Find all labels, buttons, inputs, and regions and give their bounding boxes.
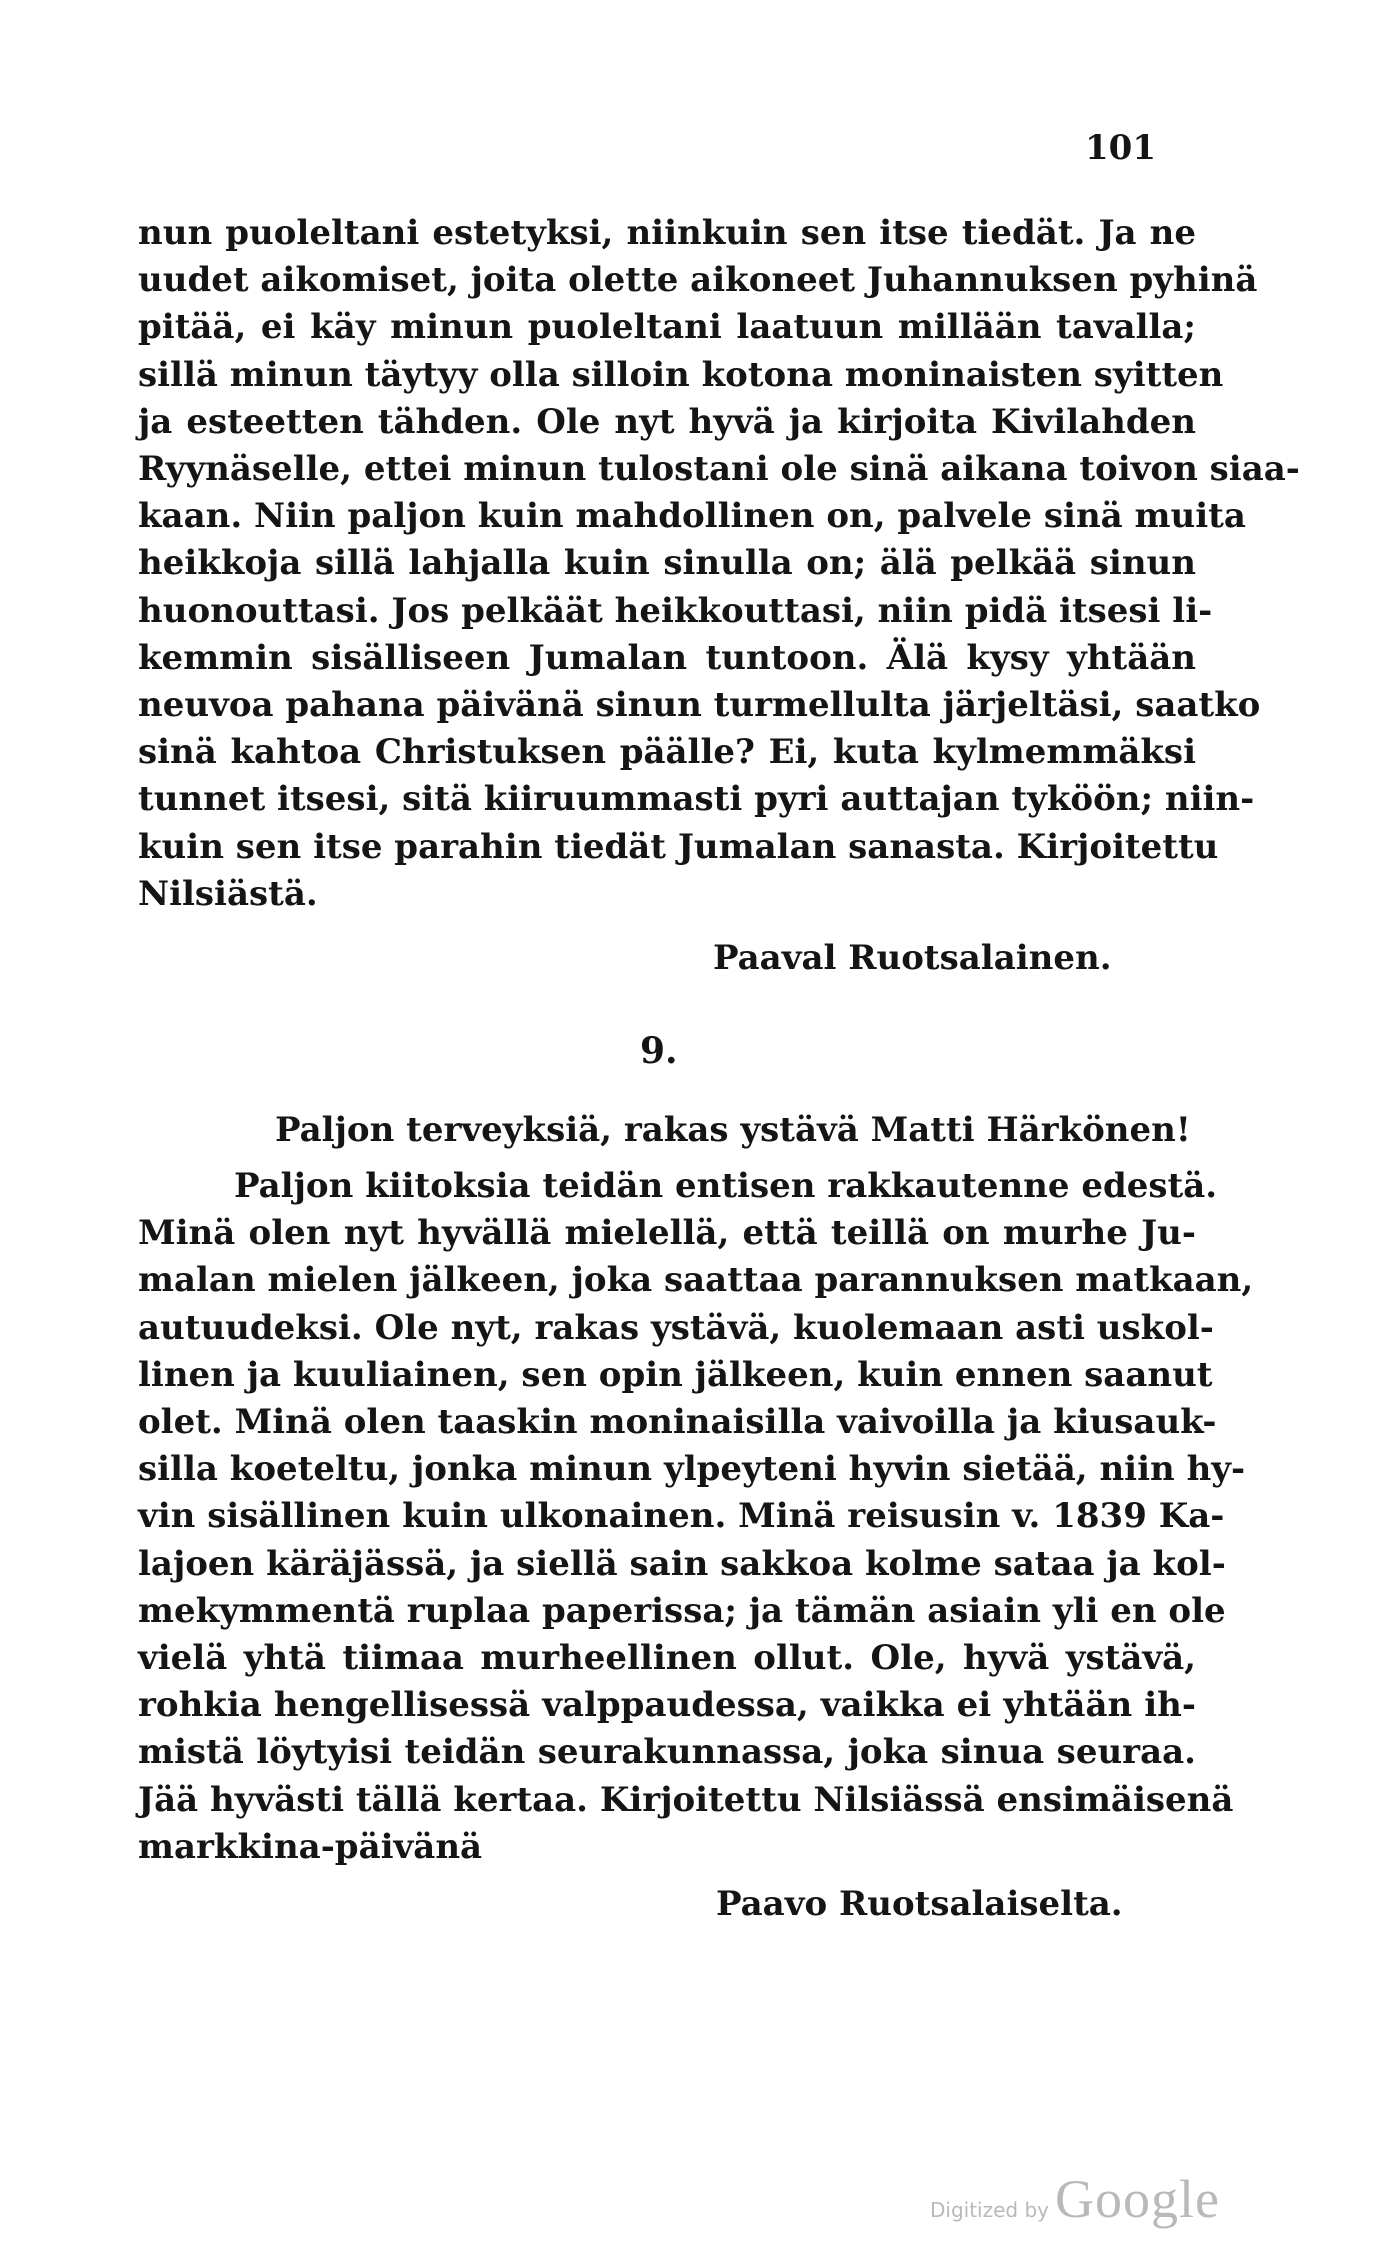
letter-8-body <box>138 210 1300 918</box>
google-logo: Google <box>1055 2169 1220 2229</box>
text-line: kaan. Niin paljon kuin mahdollinen on, palvele sinä muita <box>138 496 1246 537</box>
text-line: Ryynäselle, ettei minun tulostani ole sinä aikana toivon siaa- <box>138 449 1300 490</box>
letter-8-signature: Paaval Ruotsalainen. <box>713 938 1112 978</box>
letter-9-greeting: Paljon terveyksiä, rakas ystävä Matti Härkönen! <box>275 1110 1191 1150</box>
text-line: autuudeksi. Ole nyt, rakas ystävä, kuolemaan asti uskol- <box>138 1307 1214 1348</box>
text-line: kuin sen itse parahin tiedät Jumalan sanasta. Kirjoitettu <box>138 826 1219 867</box>
letter-9-body <box>138 1163 1254 1871</box>
section-number: 9. <box>640 1030 678 1072</box>
digitized-watermark <box>930 2168 1220 2230</box>
text-line: Paljon kiitoksia teidän entisen rakkautenne edestä. <box>234 1166 1218 1206</box>
text-line: malan mielen jälkeen, joka saattaa parannuksen matkaan, <box>138 1260 1254 1301</box>
text-line: ja esteetten tähden. Ole nyt hyvä ja kirjoita Kivilahden <box>138 401 1196 442</box>
text-line: Nilsiästä. <box>138 873 318 914</box>
text-line: Jää hyvästi tällä kertaa. Kirjoitettu Nilsiässä ensimäisenä <box>138 1779 1234 1820</box>
text-line: sillä minun täytyy olla silloin kotona moninaisten syitten <box>138 354 1224 395</box>
text-line: lajoen käräjässä, ja siellä sain sakkoa kolme sataa ja kol- <box>138 1543 1226 1584</box>
text-line: nun puoleltani estetyksi, niinkuin sen itse tiedät. Ja ne <box>138 213 1196 253</box>
page-number: 101 <box>1085 128 1156 168</box>
text-line: heikkoja sillä lahjalla kuin sinulla on; älä pelkää sinun <box>138 543 1196 584</box>
watermark-prefix: Digitized by <box>930 2198 1049 2222</box>
text-line: neuvoa pahana päivänä sinun turmellulta järjeltäsi, saatko <box>138 685 1261 726</box>
text-line: silla koeteltu, jonka minun ylpeyteni hyvin sietää, niin hy- <box>138 1449 1246 1490</box>
text-line: huonouttasi. Jos pelkäät heikkouttasi, niin pidä itsesi li- <box>138 590 1213 631</box>
text-line: mekymmentä ruplaa paperissa; ja tämän asiain yli en ole <box>138 1590 1226 1631</box>
text-line: vin sisällinen kuin ulkonainen. Minä reisusin v. 1839 Ka- <box>138 1496 1225 1537</box>
text-line: Minä olen nyt hyvällä mielellä, että teillä on murhe Ju- <box>138 1213 1196 1254</box>
text-line: uudet aikomiset, joita olette aikoneet Juhannuksen pyhinä <box>138 260 1258 301</box>
text-line: mistä löytyisi teidän seurakunnassa, joka sinua seuraa. <box>138 1732 1196 1773</box>
text-line: tunnet itsesi, sitä kiiruummasti pyri auttajan tyköön; niin- <box>138 779 1255 820</box>
text-line: vielä yhtä tiimaa murheellinen ollut. Ole, hyvä ystävä, <box>138 1638 1196 1679</box>
text-line: rohkia hengellisessä valppaudessa, vaikka ei yhtään ih- <box>138 1685 1196 1726</box>
text-line: sinä kahtoa Christuksen päälle? Ei, kuta kylmemmäksi <box>138 732 1196 773</box>
letter-9-signature: Paavo Ruotsalaiselta. <box>716 1884 1123 1924</box>
text-line: linen ja kuuliainen, sen opin jälkeen, kuin ennen saanut <box>138 1354 1213 1395</box>
text-line: markkina-päivänä <box>138 1826 483 1867</box>
text-line: kemmin sisälliseen Jumalan tuntoon. Älä kysy yhtään <box>138 637 1196 678</box>
text-line: olet. Minä olen taaskin moninaisilla vaivoilla ja kiusauk- <box>138 1402 1217 1443</box>
text-line: pitää, ei käy minun puoleltani laatuun millään tavalla; <box>138 307 1196 348</box>
